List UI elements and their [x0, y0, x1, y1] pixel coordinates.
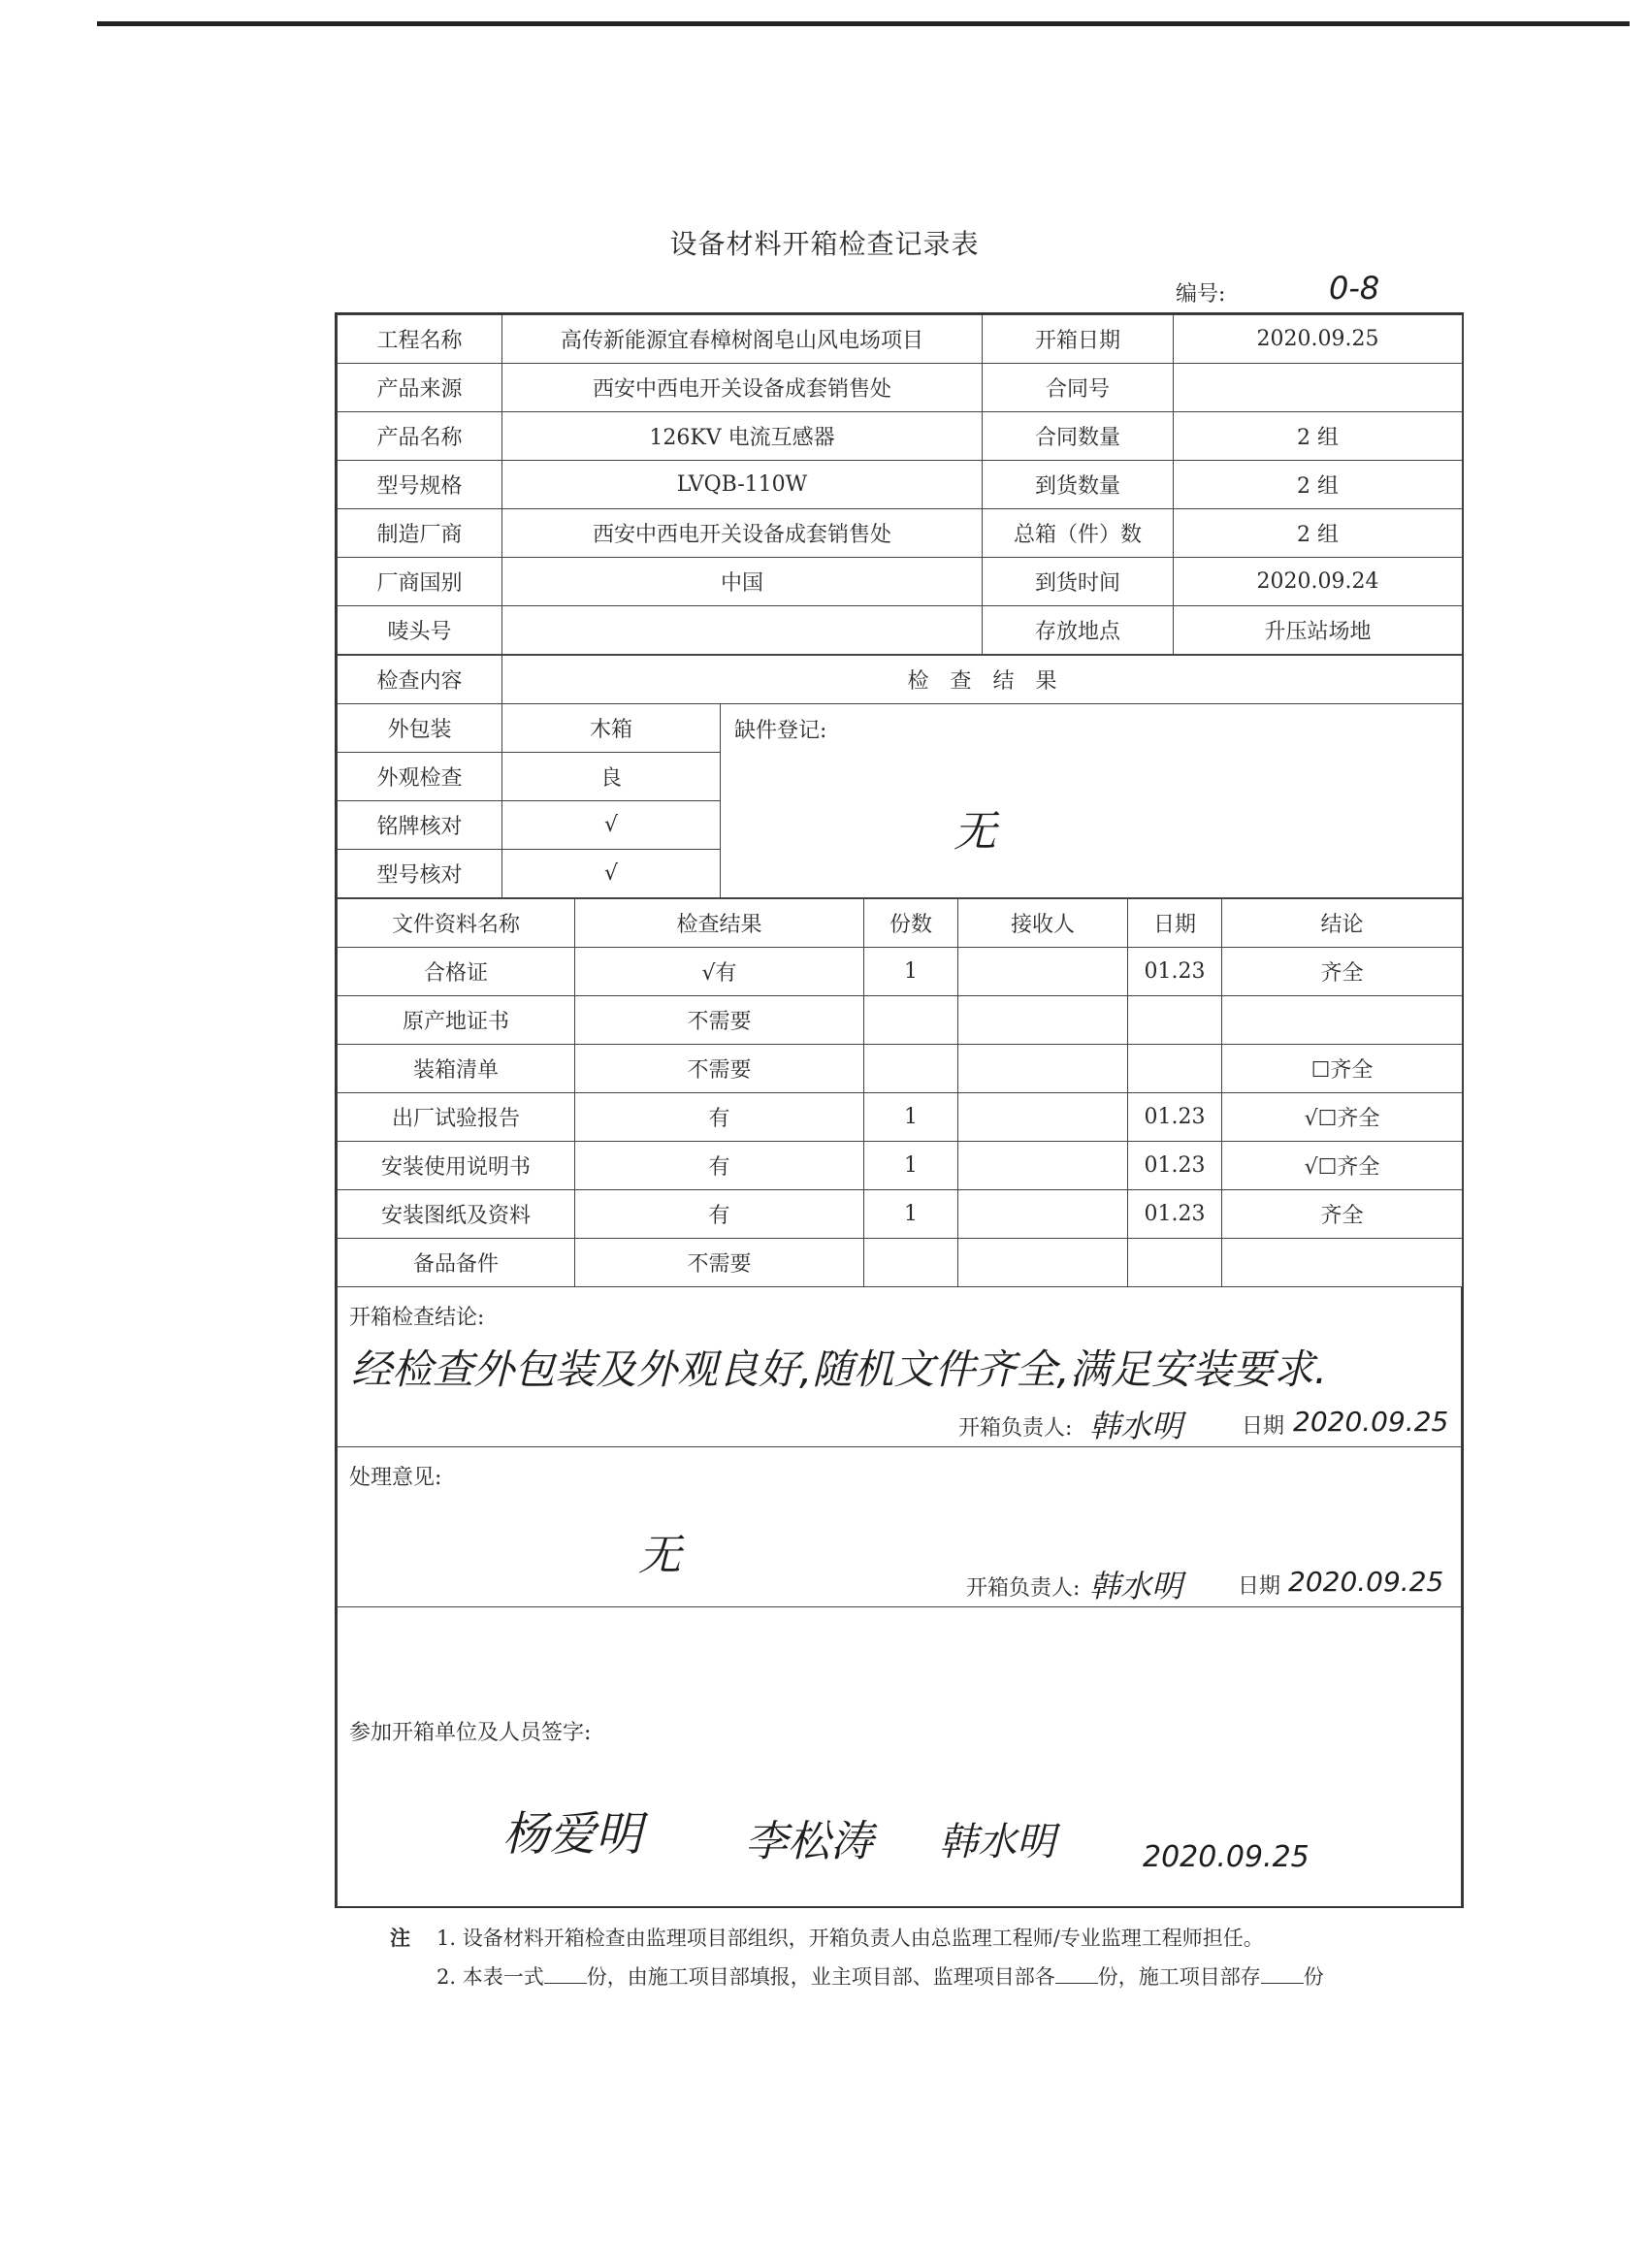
document-cell: 有 — [575, 1142, 864, 1190]
conclusion-text: 经检查外包装及外观良好,随机文件齐全,满足安装要求. — [351, 1345, 1328, 1393]
document-cell — [1222, 996, 1463, 1045]
info-label: 唛头号 — [338, 606, 502, 655]
info-row — [338, 606, 1463, 655]
documents-column-header: 接收人 — [958, 899, 1128, 948]
document-cell — [958, 996, 1128, 1045]
info-value: LVQB-110W — [502, 461, 983, 509]
info-label: 型号规格 — [338, 461, 502, 509]
handling-text: 无 — [638, 1531, 681, 1580]
info-label: 合同数量 — [983, 412, 1174, 461]
document-cell: 有 — [575, 1093, 864, 1142]
document-cell — [864, 1045, 958, 1093]
info-label: 工程名称 — [338, 315, 502, 364]
document-cell: 01.23 — [1128, 1190, 1222, 1239]
info-value — [1174, 364, 1463, 412]
conclusion-section — [337, 1287, 1462, 1447]
inspection-row-value: 木箱 — [502, 704, 721, 753]
document-cell — [1222, 1239, 1463, 1287]
document-cell: 不需要 — [575, 1045, 864, 1093]
info-value — [502, 606, 983, 655]
info-label: 存放地点 — [983, 606, 1174, 655]
defect-register-cell — [721, 704, 1463, 898]
note-2-part: 份，由施工项目部填报，业主项目部、监理项目部各 — [586, 1965, 1055, 1989]
document-cell: 有 — [575, 1190, 864, 1239]
participant-signature: 杨爱明 — [502, 1807, 643, 1862]
document-cell: 安装使用说明书 — [338, 1142, 575, 1190]
note-1: 1. 设备材料开箱检查由监理项目部组织，开箱负责人由总监理工程师/专业监理工程师担任。 — [436, 1927, 1264, 1950]
info-label: 合同号 — [983, 364, 1174, 412]
info-row — [338, 558, 1463, 606]
handling-date-label: 日期 — [1238, 1574, 1281, 1599]
document-cell: 齐全 — [1222, 948, 1463, 996]
conclusion-date-label: 日期 — [1242, 1414, 1285, 1439]
document-cell — [958, 1093, 1128, 1142]
inspection-row-label: 型号核对 — [338, 850, 502, 898]
documents-column-header: 检查结果 — [575, 899, 864, 948]
document-cell: 1 — [864, 1142, 958, 1190]
info-label: 厂商国别 — [338, 558, 502, 606]
handling-section — [337, 1447, 1462, 1607]
blank-field — [544, 1965, 587, 1984]
info-row — [338, 315, 1463, 364]
document-cell — [864, 996, 958, 1045]
inspection-row-value: 良 — [502, 753, 721, 801]
serial-number-label: 编号: — [1176, 282, 1226, 307]
info-value: 西安中西电开关设备成套销售处 — [502, 364, 983, 412]
document-row — [338, 1142, 1463, 1190]
note-2-part: 份，施工项目部存 — [1097, 1965, 1261, 1989]
note-2 — [436, 1961, 1324, 1991]
info-row — [338, 412, 1463, 461]
inspection-table — [337, 655, 1463, 898]
blank-field — [1261, 1965, 1304, 1984]
document-cell — [1128, 996, 1222, 1045]
info-row — [338, 364, 1463, 412]
info-label: 制造厂商 — [338, 509, 502, 558]
note-2-part: 2. 本表一式 — [436, 1965, 544, 1989]
conclusion-responsible-label: 开箱负责人: — [958, 1416, 1073, 1441]
info-value: 126KV 电流互感器 — [502, 412, 983, 461]
info-value: 中国 — [502, 558, 983, 606]
basic-info-table — [337, 314, 1463, 655]
info-value: 2020.09.24 — [1174, 558, 1463, 606]
documents-column-header: 文件资料名称 — [338, 899, 575, 948]
document-cell — [864, 1239, 958, 1287]
info-value: 升压站场地 — [1174, 606, 1463, 655]
handling-responsible-label: 开箱负责人: — [966, 1576, 1081, 1601]
inspection-row-value: √ — [502, 850, 721, 898]
document-cell: 01.23 — [1128, 1142, 1222, 1190]
documents-column-header: 结论 — [1222, 899, 1463, 948]
document-row — [338, 948, 1463, 996]
document-cell: 1 — [864, 948, 958, 996]
handling-label: 处理意见: — [349, 1466, 442, 1490]
inspection-row-value: √ — [502, 801, 721, 850]
document-cell: 1 — [864, 1093, 958, 1142]
participant-signature: 李松涛 — [745, 1817, 873, 1866]
inspection-row-label: 外包装 — [338, 704, 502, 753]
document-cell — [958, 1045, 1128, 1093]
handling-responsible-signature: 韩水明 — [1089, 1568, 1183, 1604]
notes-prefix: 注 — [390, 1926, 410, 1950]
info-label: 到货数量 — [983, 461, 1174, 509]
documents-column-header: 份数 — [864, 899, 958, 948]
info-value: 2 组 — [1174, 461, 1463, 509]
document-cell: 01.23 — [1128, 1093, 1222, 1142]
document-cell: √☐齐全 — [1222, 1093, 1463, 1142]
document-cell — [958, 1190, 1128, 1239]
document-cell: 装箱清单 — [338, 1045, 575, 1093]
info-value: 西安中西电开关设备成套销售处 — [502, 509, 983, 558]
document-cell: 不需要 — [575, 1239, 864, 1287]
info-label: 产品名称 — [338, 412, 502, 461]
document-cell — [1128, 1239, 1222, 1287]
participants-date: 2020.09.25 — [1143, 1840, 1310, 1874]
info-value: 高传新能源宜春樟树阁皂山风电场项目 — [502, 315, 983, 364]
document-row — [338, 996, 1463, 1045]
document-cell: 安装图纸及资料 — [338, 1190, 575, 1239]
inspection-content-label: 检查内容 — [338, 656, 502, 704]
document-cell: 出厂试验报告 — [338, 1093, 575, 1142]
document-cell: 不需要 — [575, 996, 864, 1045]
inspection-row-label: 铭牌核对 — [338, 801, 502, 850]
scan-top-edge — [97, 21, 1630, 26]
document-cell — [958, 1239, 1128, 1287]
info-value: 2 组 — [1174, 509, 1463, 558]
info-label: 总箱（件）数 — [983, 509, 1174, 558]
info-value: 2020.09.25 — [1174, 315, 1463, 364]
conclusion-label: 开箱检查结论: — [349, 1306, 485, 1330]
document-cell: 1 — [864, 1190, 958, 1239]
info-row — [338, 461, 1463, 509]
document-row — [338, 1190, 1463, 1239]
inspection-form — [335, 312, 1464, 1908]
conclusion-date-value: 2020.09.25 — [1293, 1406, 1449, 1438]
document-cell: ☐齐全 — [1222, 1045, 1463, 1093]
document-row — [338, 1239, 1463, 1287]
document-cell: √有 — [575, 948, 864, 996]
document-cell — [958, 948, 1128, 996]
info-row — [338, 509, 1463, 558]
document-cell: 原产地证书 — [338, 996, 575, 1045]
document-cell: 齐全 — [1222, 1190, 1463, 1239]
document-cell: 合格证 — [338, 948, 575, 996]
info-label: 产品来源 — [338, 364, 502, 412]
form-title: 设备材料开箱检查记录表 — [669, 228, 980, 260]
participant-signature: 韩水明 — [939, 1820, 1055, 1864]
document-row — [338, 1045, 1463, 1093]
info-value: 2 组 — [1174, 412, 1463, 461]
participants-section — [337, 1607, 1462, 1908]
documents-table — [337, 898, 1463, 1287]
document-cell — [958, 1142, 1128, 1190]
note-2-part: 份 — [1303, 1965, 1324, 1989]
info-label: 到货时间 — [983, 558, 1174, 606]
handling-date-value: 2020.09.25 — [1288, 1566, 1444, 1598]
inspection-result-label: 检 查 结 果 — [502, 656, 1463, 704]
participants-label: 参加开箱单位及人员签字: — [349, 1721, 592, 1745]
inspection-row-label: 外观检查 — [338, 753, 502, 801]
documents-column-header: 日期 — [1128, 899, 1222, 948]
conclusion-responsible-signature: 韩水明 — [1089, 1408, 1183, 1444]
document-row — [338, 1093, 1463, 1142]
info-label: 开箱日期 — [983, 315, 1174, 364]
document-cell — [1128, 1045, 1222, 1093]
defect-register-label: 缺件登记: — [734, 719, 827, 743]
blank-field — [1055, 1965, 1098, 1984]
document-cell: 01.23 — [1128, 948, 1222, 996]
document-cell: √☐齐全 — [1222, 1142, 1463, 1190]
document-cell: 备品备件 — [338, 1239, 575, 1287]
serial-number-value: 0-8 — [1329, 270, 1380, 307]
defect-register-value: 无 — [954, 807, 996, 857]
